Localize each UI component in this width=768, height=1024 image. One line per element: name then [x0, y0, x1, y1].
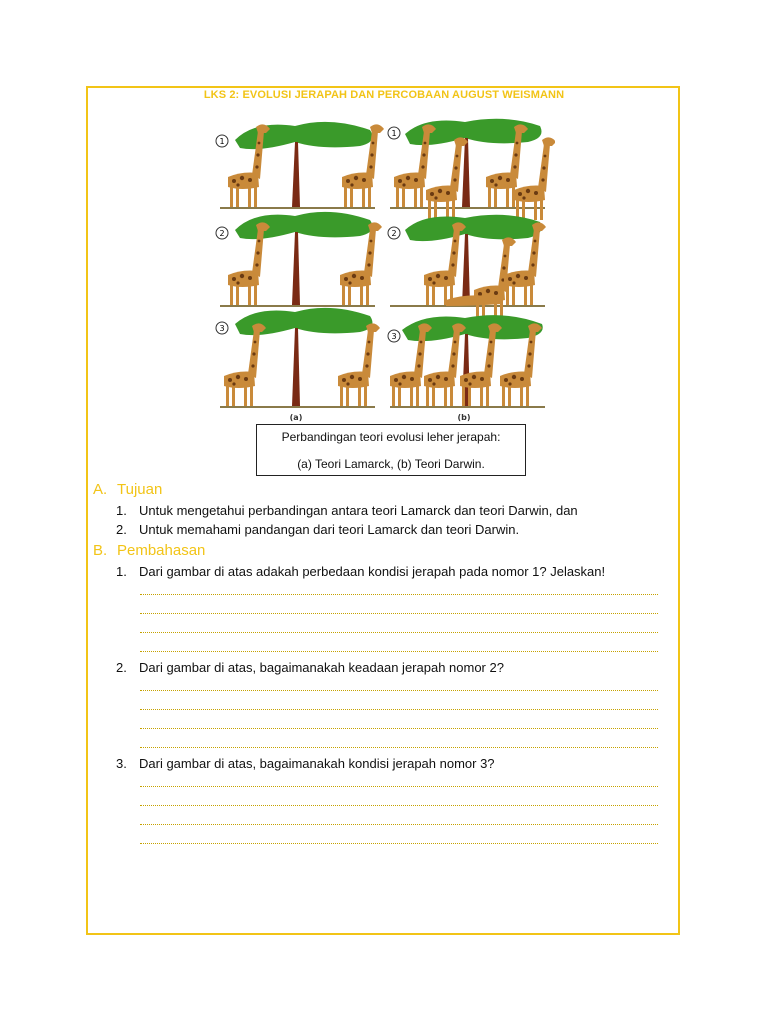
figure-caption	[256, 424, 526, 476]
caption-line-2: (a) Teori Lamarck, (b) Teori Darwin.	[297, 457, 485, 471]
tujuan-item-1: 1. Untuk mengetahui perbandingan antara teori Lamarck dan teori Darwin, dan	[116, 503, 578, 518]
panel-b-1	[388, 119, 555, 220]
answer-line[interactable]	[140, 641, 658, 652]
answer-line[interactable]	[140, 814, 658, 825]
panel-b-2	[388, 215, 546, 320]
answer-line[interactable]	[140, 737, 658, 748]
svg-text:3: 3	[391, 332, 397, 341]
panel-a-3	[216, 308, 380, 407]
section-a-heading: A. Tujuan	[93, 481, 163, 498]
answer-line[interactable]	[140, 776, 658, 787]
column-a-label: (a)	[289, 413, 303, 422]
answer-line[interactable]	[140, 699, 658, 710]
tujuan-item-2: 2. Untuk memahami pandangan dari teori Lamarck dan teori Darwin.	[116, 522, 520, 537]
panel-a-2	[216, 212, 382, 306]
question-1: 1. Dari gambar di atas adakah perbedaan kondisi jerapah pada nomor 1? Jelaskan!	[116, 564, 606, 579]
caption-line-1: Perbandingan teori evolusi leher jerapah:	[281, 430, 501, 444]
panel-a-1	[216, 122, 384, 208]
section-b-heading: B. Pembahasan	[93, 542, 206, 559]
svg-text:2: 2	[219, 229, 225, 238]
svg-text:3: 3	[219, 324, 225, 333]
answer-line[interactable]	[140, 718, 658, 729]
answer-line[interactable]	[140, 680, 658, 691]
question-3: 3. Dari gambar di atas, bagaimanakah kondisi jerapah nomor 3?	[116, 756, 495, 771]
giraffe-evolution-figure	[210, 112, 555, 424]
svg-text:2: 2	[391, 229, 397, 238]
svg-text:1: 1	[219, 137, 225, 146]
worksheet-title: LKS 2: EVOLUSI JERAPAH DAN PERCOBAAN AUGUST WEISMANN	[203, 89, 565, 101]
svg-text:1: 1	[391, 129, 397, 138]
question-2: 2. Dari gambar di atas, bagaimanakah keadaan jerapah nomor 2?	[116, 660, 504, 675]
answer-line[interactable]	[140, 622, 658, 633]
answer-line[interactable]	[140, 603, 658, 614]
answer-line[interactable]	[140, 795, 658, 806]
answer-line[interactable]	[140, 833, 658, 844]
column-b-label: (b)	[457, 413, 471, 422]
answer-line[interactable]	[140, 584, 658, 595]
panel-b-3	[388, 315, 545, 407]
